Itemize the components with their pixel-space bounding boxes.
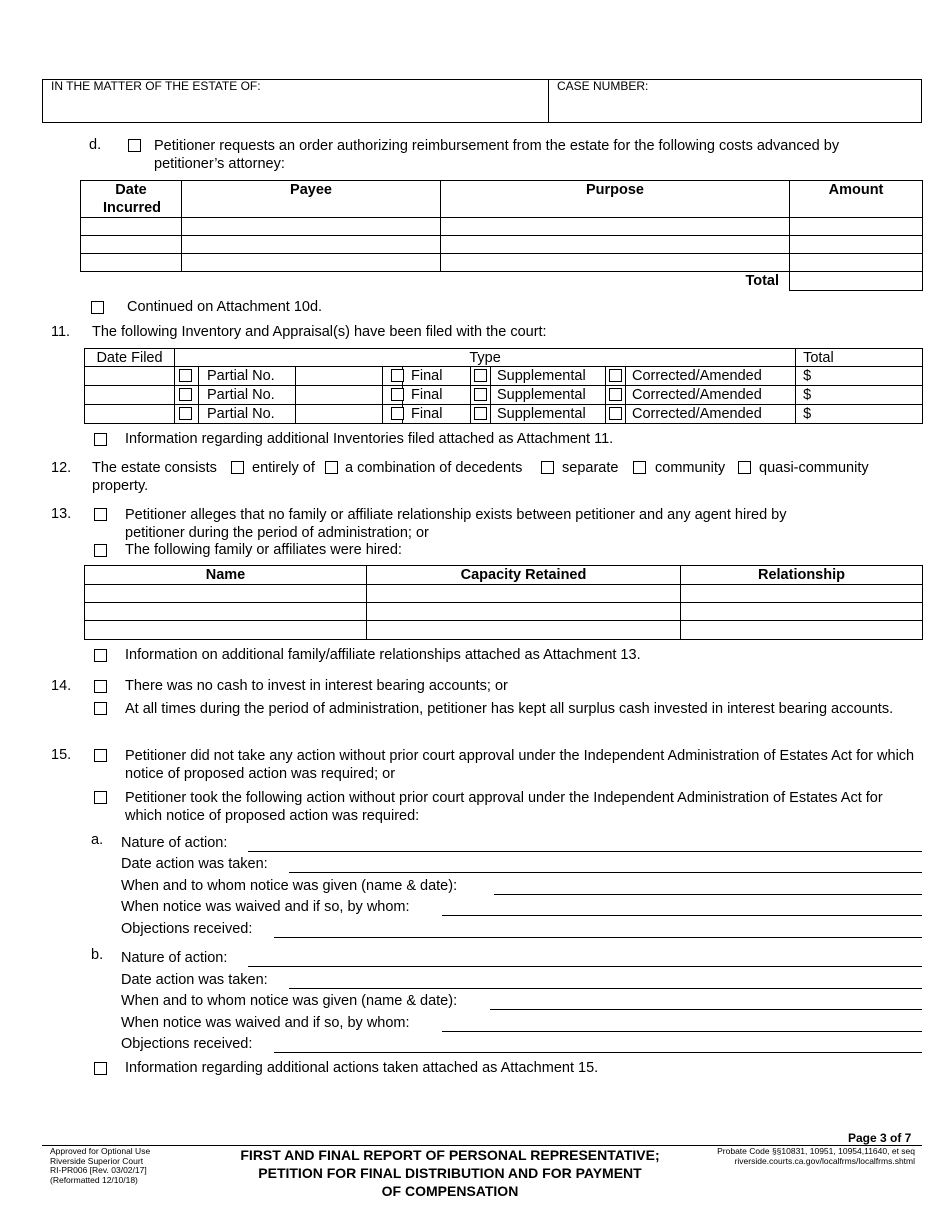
item-d-text: Petitioner requests an order authorizing reimbursement from the estate for the following costs advanced by petitioner’s attorney: — [154, 138, 840, 172]
code-line: Probate Code §§10831, 10951, 10954,11640, et seq — [717, 1146, 915, 1156]
col-payee: Payee — [182, 181, 441, 218]
attachment-11-text: Information regarding additional Inventories filed attached as Attachment 11. — [125, 431, 614, 447]
final-label: Final — [403, 405, 471, 424]
waived-input-a[interactable] — [442, 915, 922, 916]
objections-label-b: Objections received: — [121, 1036, 253, 1052]
entirely-of-label: entirely of — [252, 460, 315, 476]
partial-checkbox[interactable] — [179, 369, 192, 382]
form-title — [200, 1146, 700, 1200]
no-cash-text: There was no cash to invest in interest bearing accounts; or — [125, 678, 508, 694]
approved-block — [50, 1147, 150, 1185]
table-cell[interactable] — [681, 603, 923, 621]
total-currency[interactable]: $ — [796, 386, 923, 405]
notice-label-b: When and to whom notice was given (name & date): — [121, 993, 458, 1009]
total-label: Total — [81, 272, 790, 291]
final-label: Final — [403, 386, 471, 405]
notice-input-a[interactable] — [494, 894, 922, 895]
item-d-letter: d. — [89, 137, 102, 153]
cash-invested-checkbox[interactable] — [94, 702, 107, 715]
no-relationship-checkbox[interactable] — [94, 508, 107, 521]
waived-label-b: When notice was waived and if so, by whom: — [121, 1015, 410, 1031]
notice-label-a: When and to whom notice was given (name & date): — [121, 878, 458, 894]
approved-line: RI-PR006 [Rev. 03/02/17] — [50, 1165, 147, 1175]
table-cell[interactable] — [81, 254, 182, 272]
partial-number-cell[interactable] — [296, 405, 383, 424]
separate-checkbox[interactable] — [541, 461, 554, 474]
affiliates-hired-text: The following family or affiliates were hired: — [125, 542, 402, 558]
form-title-line: OF COMPENSATION — [381, 1183, 519, 1199]
table-cell[interactable] — [441, 218, 790, 236]
affiliates-hired-checkbox[interactable] — [94, 544, 107, 557]
table-cell[interactable] — [81, 236, 182, 254]
case-number-label: CASE NUMBER: — [557, 79, 649, 93]
corrected-label: Corrected/Amended — [626, 405, 796, 424]
item-11-text: The following Inventory and Appraisal(s) have been filed with the court: — [92, 324, 547, 340]
date-label-a: Date action was taken: — [121, 856, 268, 872]
separate-label: separate — [562, 460, 619, 476]
item-12-number: 12. — [51, 460, 72, 476]
corrected-checkbox[interactable] — [609, 407, 622, 420]
supplemental-label: Supplemental — [491, 405, 606, 424]
sub-b-letter: b. — [91, 947, 104, 963]
action-taken-text: Petitioner took the following action without prior court approval under the Independent Administration of Estates Act for which notice of proposed action was required: — [125, 790, 883, 824]
nature-input-a[interactable] — [248, 851, 922, 852]
partial-checkbox[interactable] — [179, 388, 192, 401]
col-total: Total — [796, 349, 923, 367]
attachment-11-checkbox[interactable] — [94, 433, 107, 446]
corrected-label: Corrected/Amended — [626, 367, 796, 386]
table-cell[interactable] — [441, 236, 790, 254]
objections-label-a: Objections received: — [121, 921, 253, 937]
nature-label-b: Nature of action: — [121, 950, 228, 966]
cash-invested-text: At all times during the period of administration, petitioner has kept all surplus cash invested in interest bearing accounts. — [125, 701, 894, 717]
col-amount: Amount — [790, 181, 923, 218]
item-11-number: 11. — [51, 324, 71, 340]
page-number: Page 3 of 7 — [848, 1131, 912, 1145]
table-cell[interactable] — [790, 236, 923, 254]
estate-label: IN THE MATTER OF THE ESTATE OF: — [51, 79, 261, 93]
partial-number-cell[interactable] — [296, 386, 383, 405]
table-cell[interactable] — [681, 621, 923, 640]
date-filed-cell[interactable] — [85, 386, 175, 405]
col-capacity: Capacity Retained — [367, 566, 681, 585]
attachment-15-text: Information regarding additional actions taken attached as Attachment 15. — [125, 1060, 599, 1076]
nature-label-a: Nature of action: — [121, 835, 228, 851]
nature-input-b[interactable] — [248, 966, 922, 967]
date-input-b[interactable] — [289, 988, 922, 989]
final-label: Final — [403, 367, 471, 386]
table-cell[interactable] — [182, 254, 441, 272]
attachment-13-checkbox[interactable] — [94, 649, 107, 662]
date-input-a[interactable] — [289, 872, 922, 873]
reimbursement-table — [80, 180, 923, 291]
table-cell[interactable] — [367, 603, 681, 621]
combination-label: a combination of decedents — [345, 460, 523, 476]
quasi-community-checkbox[interactable] — [738, 461, 751, 474]
item-d-checkbox[interactable] — [128, 139, 141, 152]
date-filed-cell[interactable] — [85, 405, 175, 424]
inventory-row — [85, 405, 923, 424]
table-cell[interactable] — [182, 218, 441, 236]
table-cell[interactable] — [790, 218, 923, 236]
final-checkbox[interactable] — [391, 388, 404, 401]
corrected-checkbox[interactable] — [609, 369, 622, 382]
partial-checkbox[interactable] — [179, 407, 192, 420]
item-12-lead: The estate consists — [92, 460, 217, 476]
final-checkbox[interactable] — [391, 407, 404, 420]
quasi-community-label: quasi-community — [759, 460, 869, 476]
code-block — [690, 1147, 915, 1166]
item-14-number: 14. — [51, 678, 72, 694]
approved-line: Riverside Superior Court — [50, 1155, 144, 1166]
table-cell[interactable] — [367, 621, 681, 640]
table-cell[interactable] — [367, 585, 681, 603]
supplemental-checkbox[interactable] — [474, 407, 487, 420]
no-cash-checkbox[interactable] — [94, 680, 107, 693]
table-cell[interactable] — [85, 603, 367, 621]
supplemental-label: Supplemental — [491, 367, 606, 386]
community-checkbox[interactable] — [633, 461, 646, 474]
community-label: community — [655, 460, 726, 476]
partial-label: Partial No. — [199, 367, 296, 386]
partial-label: Partial No. — [199, 405, 296, 424]
item-15-number: 15. — [51, 747, 72, 763]
corrected-checkbox[interactable] — [609, 388, 622, 401]
table-cell[interactable] — [681, 585, 923, 603]
table-cell[interactable] — [85, 621, 367, 640]
date-label-b: Date action was taken: — [121, 972, 268, 988]
table-cell[interactable] — [182, 236, 441, 254]
approved-line: (Reformatted 12/10/18) — [50, 1174, 138, 1185]
col-type: Type — [175, 349, 796, 367]
sub-a-letter: a. — [91, 832, 104, 848]
inventory-table — [84, 348, 923, 424]
partial-label: Partial No. — [199, 386, 296, 405]
form-title-line: PETITION FOR FINAL DISTRIBUTION AND FOR PAYMENT — [258, 1165, 642, 1181]
final-checkbox[interactable] — [391, 369, 404, 382]
item-12-tail: property. — [92, 478, 149, 494]
action-taken-checkbox[interactable] — [94, 791, 107, 804]
total-amount-cell[interactable] — [790, 272, 923, 291]
table-cell[interactable] — [85, 585, 367, 603]
date-filed-cell[interactable] — [85, 367, 175, 386]
attachment-13-text: Information on additional family/affiliate relationships attached as Attachment 13. — [125, 647, 641, 663]
inventory-row — [85, 386, 923, 405]
no-action-text: Petitioner did not take any action without prior court approval under the Independent Administration of Estates Act for which notice of proposed action was required; or — [125, 748, 915, 782]
supplemental-checkbox[interactable] — [474, 369, 487, 382]
supplemental-checkbox[interactable] — [474, 388, 487, 401]
col-date-incurred: Date Incurred — [81, 181, 182, 218]
col-purpose: Purpose — [441, 181, 790, 218]
col-date-filed: Date Filed — [85, 349, 175, 367]
combination-checkbox[interactable] — [325, 461, 338, 474]
inventory-row — [85, 367, 923, 386]
continued-10d-checkbox[interactable] — [91, 301, 104, 314]
total-currency[interactable]: $ — [796, 367, 923, 386]
continued-10d-text: Continued on Attachment 10d. — [127, 299, 323, 315]
table-cell[interactable] — [790, 254, 923, 272]
objections-input-b[interactable] — [274, 1052, 922, 1053]
col-relationship: Relationship — [681, 566, 923, 585]
case-header-divider — [548, 79, 549, 123]
affiliates-table — [84, 565, 923, 640]
form-title-line: FIRST AND FINAL REPORT OF PERSONAL REPRESENTATIVE; — [240, 1147, 660, 1163]
objections-input-a[interactable] — [274, 937, 922, 938]
entirely-of-checkbox[interactable] — [231, 461, 244, 474]
waived-input-b[interactable] — [442, 1031, 922, 1032]
attachment-15-checkbox[interactable] — [94, 1062, 107, 1075]
table-cell[interactable] — [81, 218, 182, 236]
col-name: Name — [85, 566, 367, 585]
partial-number-cell[interactable] — [296, 367, 383, 386]
total-currency[interactable]: $ — [796, 405, 923, 424]
item-13-number: 13. — [51, 506, 72, 522]
no-relationship-text: Petitioner alleges that no family or affiliate relationship exists between petitioner and any agent hired by petitioner during the period of administration; or — [125, 507, 787, 541]
corrected-label: Corrected/Amended — [626, 386, 796, 405]
notice-input-b[interactable] — [490, 1009, 922, 1010]
waived-label-a: When notice was waived and if so, by whom: — [121, 899, 410, 915]
no-action-checkbox[interactable] — [94, 749, 107, 762]
code-line: riverside.courts.ca.gov/localfrms/localfrms.shtml — [734, 1155, 915, 1166]
supplemental-label: Supplemental — [491, 386, 606, 405]
table-cell[interactable] — [441, 254, 790, 272]
approved-line: Approved for Optional Use — [50, 1146, 151, 1156]
